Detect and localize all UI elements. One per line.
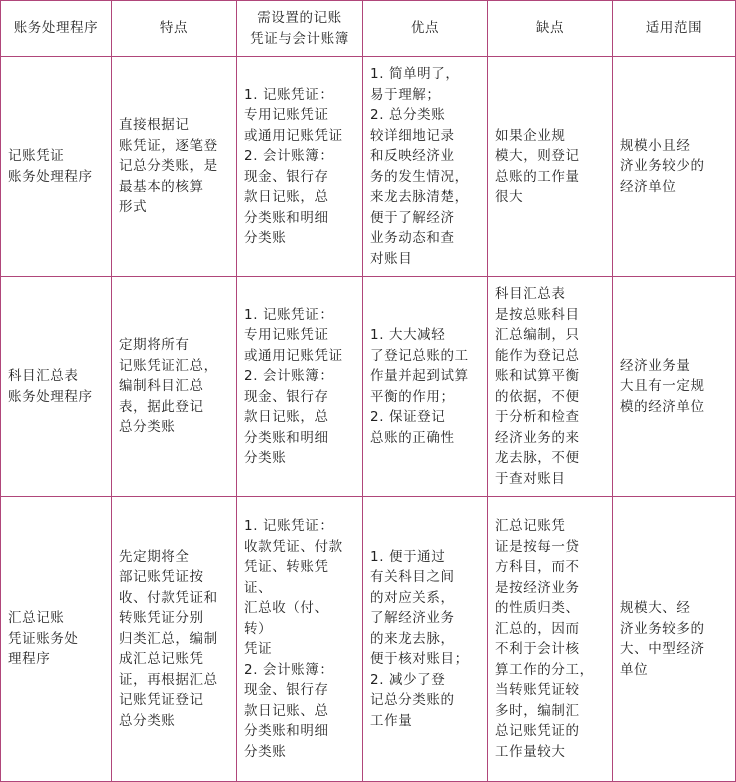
books-cell: 1. 记账凭证： 收款凭证、付款 凭证、转账凭证、 汇总收（付、转） 凭证 2. 会计账簿： 现金、银行存 款日记账、总 分类账和明细 分类账 [237,497,363,782]
procedure-name: 汇总记账 凭证账务处 理程序 [1,497,112,782]
table-row [1,57,736,277]
procedure-name: 科目汇总表 账务处理程序 [1,277,112,497]
header-scope: 适用范围 [613,1,736,57]
scope-cell: 规模小且经 济业务较少的 经济单位 [613,57,736,277]
header-procedure: 账务处理程序 [1,1,112,57]
books-cell: 1. 记账凭证： 专用记账凭证 或通用记账凭证 2. 会计账簿： 现金、银行存 款日记账，总 分类账和明细 分类账 [237,57,363,277]
features-cell: 直接根据记 账凭证，逐笔登 记总分类账，是 最基本的核算 形式 [112,57,237,277]
header-features: 特点 [112,1,237,57]
disadvantages-cell: 如果企业规 模大，则登记 总账的工作量 很大 [488,57,613,277]
procedure-name: 记账凭证 账务处理程序 [1,57,112,277]
features-cell: 定期将所有 记账凭证汇总， 编制科目汇总 表，据此登记 总分类账 [112,277,237,497]
scope-cell: 经济业务量 大且有一定规 模的经济单位 [613,277,736,497]
header-books: 需设置的记账 凭证与会计账簿 [237,1,363,57]
table-row [1,497,736,782]
advantages-cell: 1. 便于通过 有关科目之间 的对应关系， 了解经济业务 的来龙去脉， 便于核对账目； 2. 减少了登 记总分类账的 工作量 [363,497,488,782]
books-cell: 1. 记账凭证： 专用记账凭证 或通用记账凭证 2. 会计账簿： 现金、银行存 款日记账，总 分类账和明细 分类账 [237,277,363,497]
disadvantages-cell: 汇总记账凭 证是按每一贷 方科目，而不 是按经济业务 的性质归类、 汇总的，因而 不利于会计核 算工作的分工， 当转账凭证较 多时，编制汇 总记账凭证的 工作量较大 [488,497,613,782]
table-row [1,277,736,497]
disadvantages-cell: 科目汇总表 是按总账科目 汇总编制，只 能作为登记总 账和试算平衡 的依据，不便 于分析和检查 经济业务的来 龙去脉，不便 于查对账目 [488,277,613,497]
features-cell: 先定期将全 部记账凭证按 收、付款凭证和 转账凭证分别 归类汇总，编制 成汇总记账凭 证，再根据汇总 记账凭证登记 总分类账 [112,497,237,782]
advantages-cell: 1. 简单明了， 易于理解； 2. 总分类账 较详细地记录 和反映经济业 务的发生情况， 来龙去脉清楚， 便于了解经济 业务动态和查 对账目 [363,57,488,277]
scope-cell: 规模大、经 济业务较多的 大、中型经济 单位 [613,497,736,782]
advantages-cell: 1. 大大减轻 了登记总账的工 作量并起到试算 平衡的作用； 2. 保证登记 总账的正确性 [363,277,488,497]
header-disadvantages: 缺点 [488,1,613,57]
header-advantages: 优点 [363,1,488,57]
header-row [1,1,736,57]
